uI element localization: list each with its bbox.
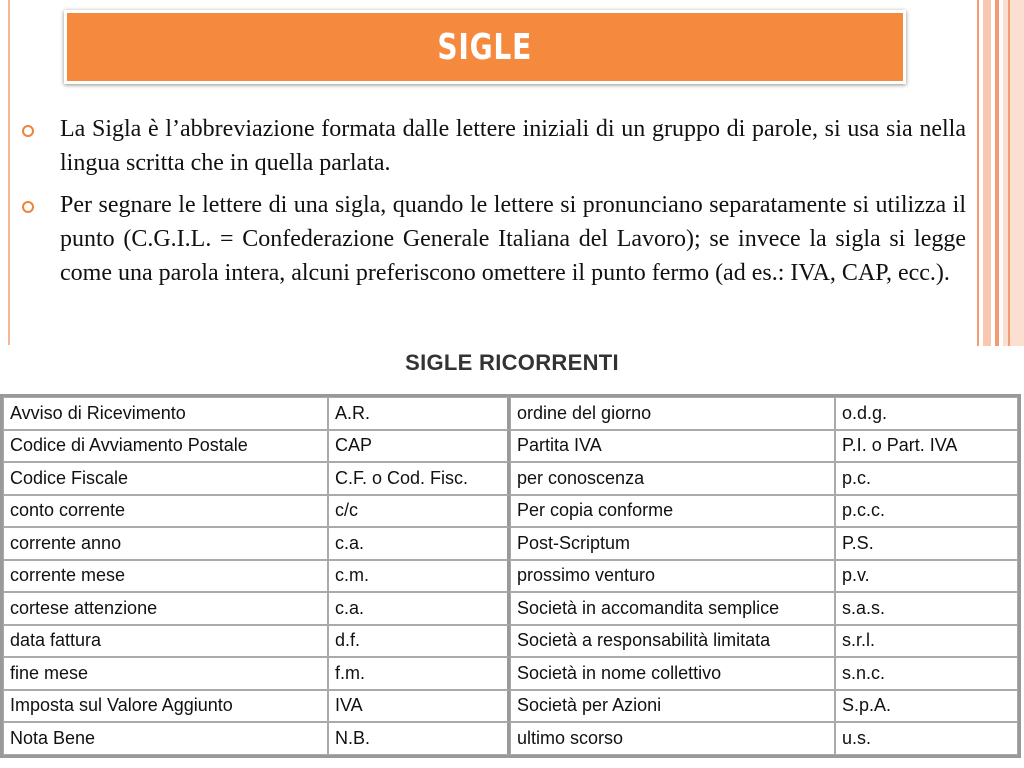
- table-row: [3, 527, 1018, 560]
- bullet-circle-icon: [22, 125, 34, 137]
- table-cell-abbreviation: P.S.: [835, 527, 1018, 560]
- bullet-list: [20, 112, 966, 298]
- table-row: [3, 560, 1018, 593]
- table-row: [3, 462, 1018, 495]
- table-cell-term: Società per Azioni: [510, 690, 835, 723]
- table-cell-abbreviation: CAP: [328, 430, 510, 463]
- table-heading: SIGLE RICORRENTI: [405, 350, 619, 375]
- sigle-table-image: [0, 346, 1024, 768]
- table-cell-term: Società a responsabilità limitata: [510, 625, 835, 658]
- table-cell-abbreviation: s.a.s.: [835, 592, 1018, 625]
- table-cell-term: cortese attenzione: [3, 592, 328, 625]
- table-cell-abbreviation: N.B.: [328, 722, 510, 755]
- table-cell-term: Società in accomandita semplice: [510, 592, 835, 625]
- table-cell-abbreviation: s.n.c.: [835, 657, 1018, 690]
- table-row: [3, 430, 1018, 463]
- left-decorative-line: [8, 0, 10, 345]
- table-cell-abbreviation: u.s.: [835, 722, 1018, 755]
- table-cell-term: Avviso di Ricevimento: [3, 397, 328, 430]
- table-cell-term: conto corrente: [3, 495, 328, 528]
- table-cell-term: Società in nome collettivo: [510, 657, 835, 690]
- table-cell-term: fine mese: [3, 657, 328, 690]
- table-cell-term: corrente anno: [3, 527, 328, 560]
- bullet-text: Per segnare le lettere di una sigla, quando le lettere si pronunciano separatamente si utilizza il punto (C.G.I.L. = Confederazione Generale Italiana del Lavoro); se invece la sigla si legge come una parola intera, alcuni preferiscono omettere il punto fermo (ad es.: IVA, CAP, ecc.).: [60, 192, 966, 286]
- table-cell-term: ordine del giorno: [510, 397, 835, 430]
- table-cell-term: Nota Bene: [3, 722, 328, 755]
- slide-title: SIGLE: [437, 26, 533, 68]
- table-cell-abbreviation: S.p.A.: [835, 690, 1018, 723]
- table-row: [3, 397, 1018, 430]
- table-cell-abbreviation: P.I. o Part. IVA: [835, 430, 1018, 463]
- sigle-table: [0, 394, 1021, 758]
- bullet-text: La Sigla è l’abbreviazione formata dalle lettere iniziali di un gruppo di parole, si usa sia nella lingua scritta che in quella parlata.: [60, 116, 966, 176]
- table-cell-abbreviation: o.d.g.: [835, 397, 1018, 430]
- table-cell-abbreviation: c.a.: [328, 527, 510, 560]
- table-cell-term: Partita IVA: [510, 430, 835, 463]
- table-cell-term: Per copia conforme: [510, 495, 835, 528]
- table-cell-abbreviation: p.v.: [835, 560, 1018, 593]
- slide-title-banner: [64, 10, 906, 84]
- table-row: [3, 722, 1018, 755]
- table-cell-abbreviation: IVA: [328, 690, 510, 723]
- table-cell-term: Post-Scriptum: [510, 527, 835, 560]
- table-cell-abbreviation: A.R.: [328, 397, 510, 430]
- table-cell-term: ultimo scorso: [510, 722, 835, 755]
- table-cell-abbreviation: f.m.: [328, 657, 510, 690]
- table-cell-abbreviation: s.r.l.: [835, 625, 1018, 658]
- bullet-circle-icon: [22, 201, 34, 213]
- table-cell-term: prossimo venturo: [510, 560, 835, 593]
- table-cell-abbreviation: d.f.: [328, 625, 510, 658]
- table-cell-abbreviation: c.m.: [328, 560, 510, 593]
- table-cell-term: Codice Fiscale: [3, 462, 328, 495]
- table-cell-term: corrente mese: [3, 560, 328, 593]
- table-cell-term: per conoscenza: [510, 462, 835, 495]
- bullet-item: [20, 188, 966, 290]
- bullet-item: [20, 112, 966, 180]
- table-cell-term: data fattura: [3, 625, 328, 658]
- table-row: [3, 495, 1018, 528]
- table-cell-abbreviation: C.F. o Cod. Fisc.: [328, 462, 510, 495]
- table-cell-term: Codice di Avviamento Postale: [3, 430, 328, 463]
- table-cell-abbreviation: p.c.c.: [835, 495, 1018, 528]
- table-cell-abbreviation: p.c.: [835, 462, 1018, 495]
- table-row: [3, 592, 1018, 625]
- table-cell-abbreviation: c/c: [328, 495, 510, 528]
- table-row: [3, 625, 1018, 658]
- table-cell-abbreviation: c.a.: [328, 592, 510, 625]
- table-row: [3, 657, 1018, 690]
- table-row: [3, 690, 1018, 723]
- table-cell-term: Imposta sul Valore Aggiunto: [3, 690, 328, 723]
